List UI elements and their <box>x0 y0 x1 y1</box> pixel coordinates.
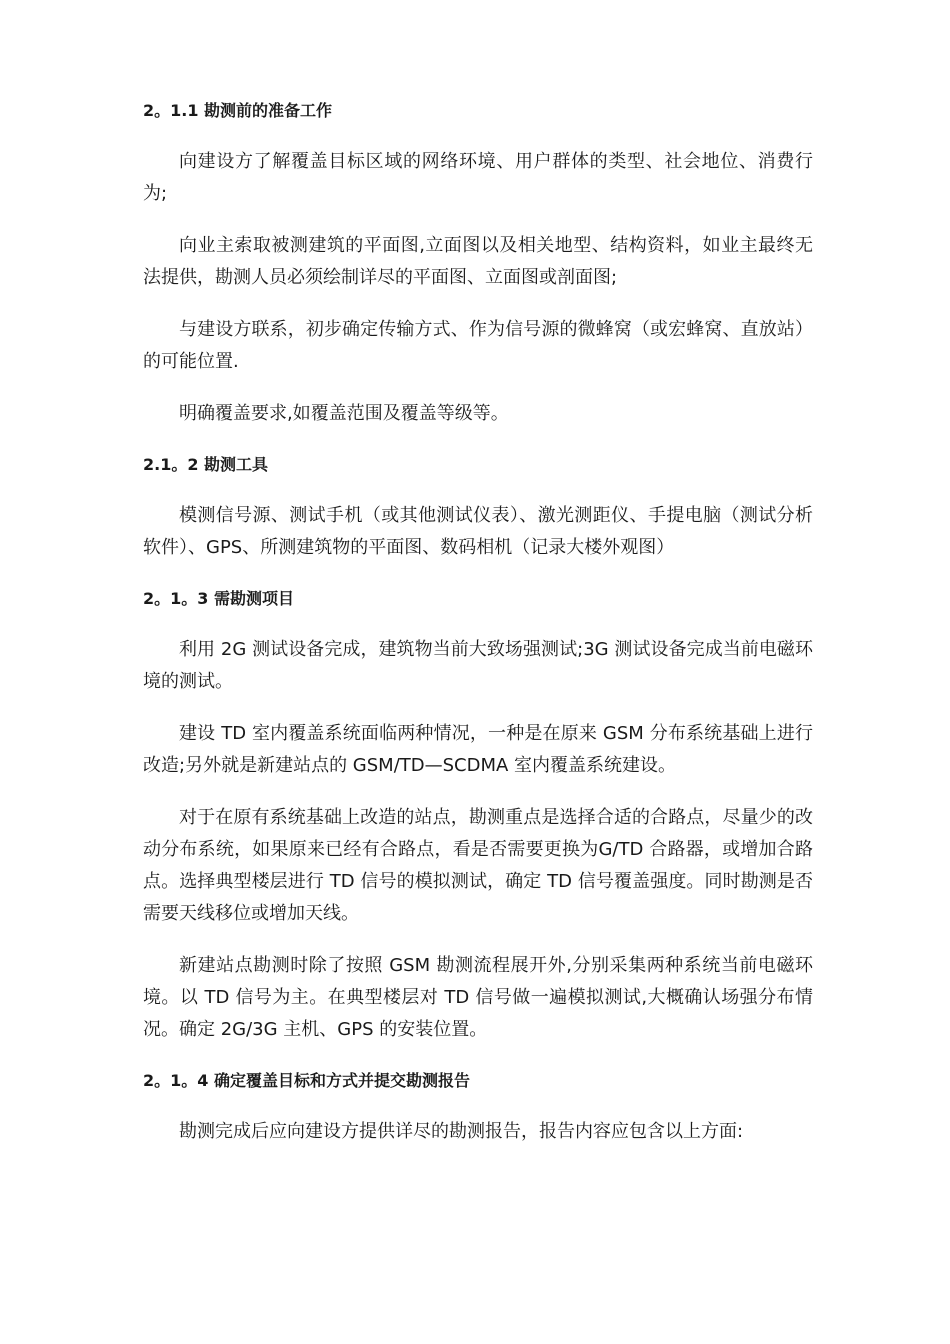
section-heading: 2。1.1 勘测前的准备工作 <box>143 101 333 120</box>
paragraph: 对于在原有系统基础上改造的站点，勘测重点是选择合适的合路点，尽量少的改动分布系统，如果原来已经有合路点，看是否需要更换为G/TD 合路器，或增加合路点。选择典型楼层进行 TD 信号的模拟测试，确定 TD 信号覆盖强度。同时勘测是否需要天线移位或增加天线。 <box>143 807 813 924</box>
paragraph: 利用 2G 测试设备完成，建筑物当前大致场强测试;3G 测试设备完成当前电磁环境的测试。 <box>143 639 813 692</box>
section-heading: 2。1。3 需勘测项目 <box>143 589 294 608</box>
paragraph: 与建设方联系，初步确定传输方式、作为信号源的微蜂窝（或宏蜂窝、直放站）的可能位置. <box>143 319 813 372</box>
section-heading: 2。1。4 确定覆盖目标和方式并提交勘测报告 <box>143 1071 470 1090</box>
paragraph: 新建站点勘测时除了按照 GSM 勘测流程展开外,分别采集两种系统当前电磁环境。以 TD 信号为主。在典型楼层对 TD 信号做一遍模拟测试,大概确认场强分布情况。确定 2G/3G 主机、GPS 的安装位置。 <box>143 955 813 1040</box>
section-2-1-1 <box>143 96 813 430</box>
paragraph: 向建设方了解覆盖目标区域的网络环境、用户群体的类型、社会地位、消费行为; <box>143 151 813 204</box>
section-2-1-2 <box>143 450 813 564</box>
section-2-1-4 <box>143 1066 813 1148</box>
paragraph: 向业主索取被测建筑的平面图,立面图以及相关地型、结构资料，如业主最终无法提供，勘测人员必须绘制详尽的平面图、立面图或剖面图; <box>143 235 813 288</box>
section-heading: 2.1。2 勘测工具 <box>143 455 269 474</box>
paragraph: 勘测完成后应向建设方提供详尽的勘测报告，报告内容应包含以上方面: <box>179 1121 744 1142</box>
paragraph: 模测信号源、测试手机（或其他测试仪表）、激光测距仪、手提电脑（测试分析软件）、GPS、所测建筑物的平面图、数码相机（记录大楼外观图） <box>143 505 813 558</box>
paragraph: 建设 TD 室内覆盖系统面临两种情况，一种是在原来 GSM 分布系统基础上进行改造;另外就是新建站点的 GSM/TD—SCDMA 室内覆盖系统建设。 <box>143 723 813 776</box>
paragraph: 明确覆盖要求,如覆盖范围及覆盖等级等。 <box>179 403 509 424</box>
section-2-1-3 <box>143 584 813 1046</box>
